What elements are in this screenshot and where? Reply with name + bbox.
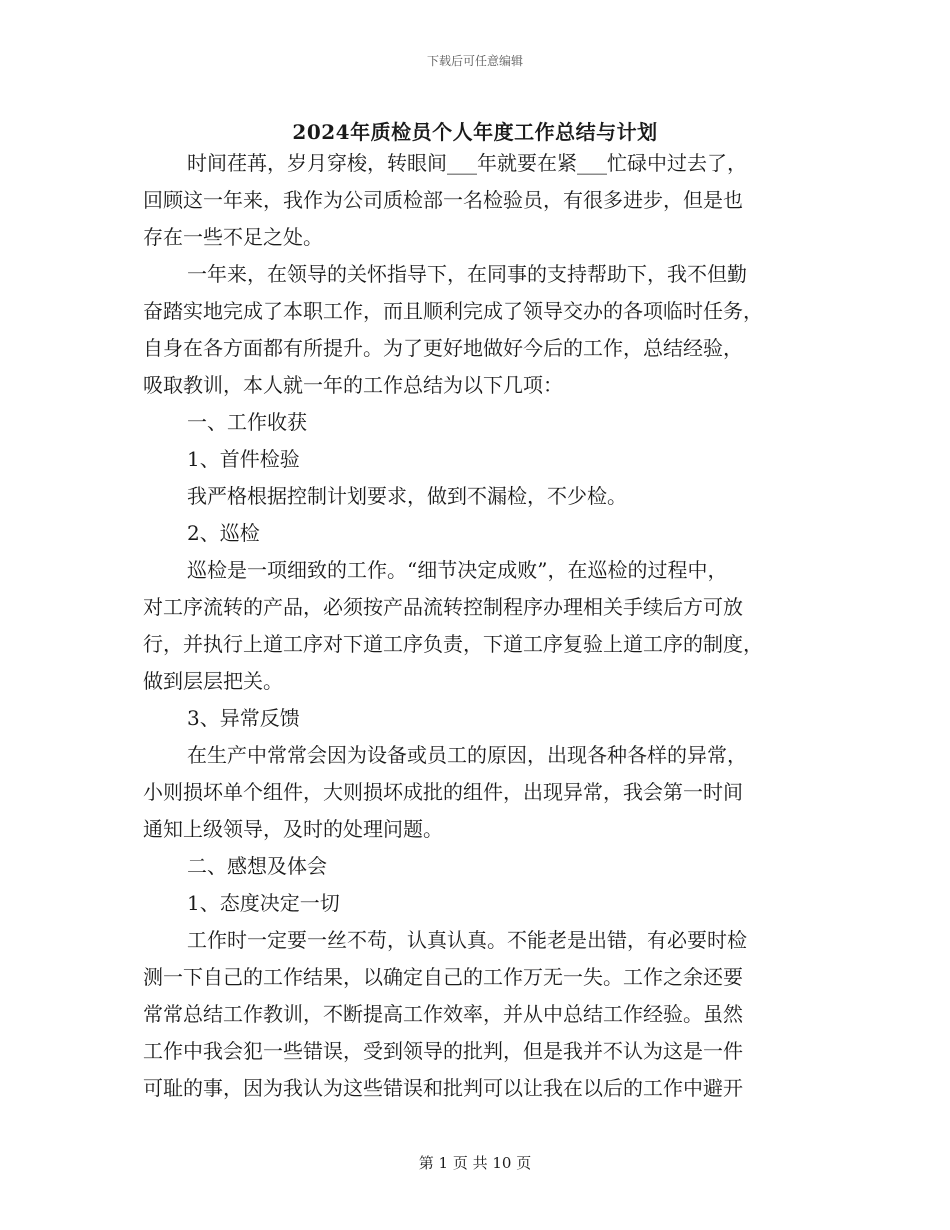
body-line: 自身在各方面都有所提升。为了更好地做好今后的工作，总结经验， (143, 336, 743, 360)
document-body (143, 145, 808, 1107)
body-line: 一年来，在领导的关怀指导下，在同事的支持帮助下，我不但勤 (187, 262, 747, 286)
body-line: 巡检是一项细致的工作。“细节决定成败”，在巡检的过程中， (187, 558, 728, 582)
subsection-heading: 3、异常反馈 (187, 706, 300, 730)
body-line: 对工序流转的产品，必须按产品流转控制程序办理相关手续后方可放 (143, 595, 743, 619)
page-header-note: 下载后可任意编辑 (426, 54, 523, 68)
body-line: 工作中我会犯一些错误，受到领导的批判，但是我并不认为这是一件 (143, 1039, 743, 1063)
body-line: 小则损坏单个组件，大则损坏成批的组件，出现异常，我会第一时间 (143, 780, 743, 804)
body-line: 奋踏实地完成了本职工作，而且顺利完成了领导交办的各项临时任务， (143, 299, 763, 323)
body-line: 常常总结工作教训，不断提高工作效率，并从中总结工作经验。虽然 (143, 1002, 743, 1026)
subsection-heading: 1、首件检验 (187, 447, 300, 471)
body-line: 时间荏苒，岁月穿梭，转眼间___年就要在紧___忙碌中过去了， (187, 151, 747, 175)
body-line: 测一下自己的工作结果，以确定自己的工作万无一失。工作之余还要 (143, 965, 743, 989)
body-line: 工作时一定要一丝不苟，认真认真。不能老是出错，有必要时检 (187, 928, 747, 952)
body-line: 通知上级领导，及时的处理问题。 (143, 817, 443, 841)
document-title: 2024年质检员个人年度工作总结与计划 (292, 120, 658, 144)
page-footer-number: 第 1 页 共 10 页 (418, 1154, 532, 1172)
body-line: 在生产中常常会因为设备或员工的原因，出现各种各样的异常， (187, 743, 747, 767)
body-line: 我严格根据控制计划要求，做到不漏检，不少检。 (187, 484, 627, 508)
subsection-heading: 2、巡检 (187, 521, 260, 545)
body-line: 吸取教训，本人就一年的工作总结为以下几项： (143, 373, 563, 397)
subsection-heading: 1、态度决定一切 (187, 891, 340, 915)
body-line: 存在一些不足之处。 (143, 225, 323, 249)
body-line: 行，并执行上道工序对下道工序负责，下道工序复验上道工序的制度， (143, 632, 763, 656)
body-line: 可耻的事，因为我认为这些错误和批判可以让我在以后的工作中避开 (143, 1076, 743, 1100)
body-line: 回顾这一年来，我作为公司质检部一名检验员，有很多进步，但是也 (143, 188, 743, 212)
section-heading: 二、感想及体会 (187, 854, 327, 878)
section-heading: 一、工作收获 (187, 410, 307, 434)
body-line: 做到层层把关。 (143, 669, 283, 693)
